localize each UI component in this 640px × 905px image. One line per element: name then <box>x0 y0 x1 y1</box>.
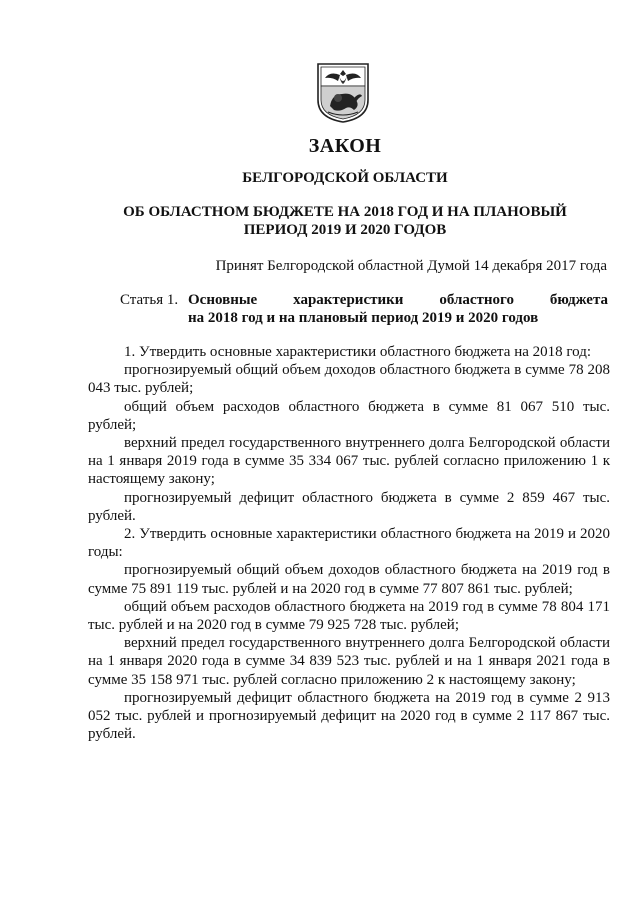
article-number: Статья 1. <box>120 292 179 308</box>
paragraph: прогнозируемый дефицит областного бюджета в сумме 2 859 467 тыс. рублей. <box>88 489 610 524</box>
coat-of-arms-icon <box>316 62 370 124</box>
adoption-note: Принят Белгородской областной Думой 14 декабря 2017 года <box>215 258 607 274</box>
law-subject-line-2: ПЕРИОД 2019 И 2020 ГОДОВ <box>243 222 447 238</box>
paragraph: общий объем расходов областного бюджета на 2019 год в сумме 78 804 171 тыс. рублей и на 2020 год в сумме 79 925 728 тыс. рублей; <box>88 598 610 634</box>
law-subject-title <box>25 203 640 239</box>
paragraph: верхний предел государственного внутреннего долга Белгородской области на 1 января 2020 года в сумме 34 839 523 тыс. рублей и на 1 января 2021 года в сумме 35 158 971 тыс. рублей согласно приложению 2 к настоящему закону; <box>88 635 610 688</box>
document-type-title: ЗАКОН <box>308 135 382 157</box>
article-title-line-1: Основные характеристики областного бюджета <box>188 292 608 308</box>
article-body <box>88 343 610 743</box>
paragraph: общий объем расходов областного бюджета в сумме 81 067 510 тыс. рублей; <box>88 398 610 433</box>
paragraph: верхний предел государственного внутреннего долга Белгородской области на 1 января 2019 года в сумме 35 334 067 тыс. рублей согласно приложению 1 к настоящему закону; <box>88 435 610 488</box>
paragraph: прогнозируемый общий объем доходов областного бюджета на 2019 год в сумме 75 891 119 тыс. рублей и на 2020 год в сумме 77 807 861 тыс. рублей; <box>88 562 610 597</box>
law-subject-line-1: ОБ ОБЛАСТНОМ БЮДЖЕТЕ НА 2018 ГОД И НА ПЛАНОВЫЙ <box>123 204 567 220</box>
paragraph: 2. Утвердить основные характеристики областного бюджета на 2019 и 2020 годы: <box>88 526 610 561</box>
paragraph: 1. Утвердить основные характеристики областного бюджета на 2018 год: <box>124 344 592 360</box>
region-title: БЕЛГОРОДСКОЙ ОБЛАСТИ <box>242 170 448 186</box>
paragraph: прогнозируемый общий объем доходов областного бюджета в сумме 78 208 043 тыс. рублей; <box>88 362 610 397</box>
article-title-line-2: на 2018 год и на плановый период 2019 и 2020 годов <box>188 310 539 326</box>
paragraph: прогнозируемый дефицит областного бюджета на 2019 год в сумме 2 913 052 тыс. рублей и прогнозируемый дефицит на 2020 год в сумме 2 117 867 тыс. рублей. <box>88 689 610 743</box>
